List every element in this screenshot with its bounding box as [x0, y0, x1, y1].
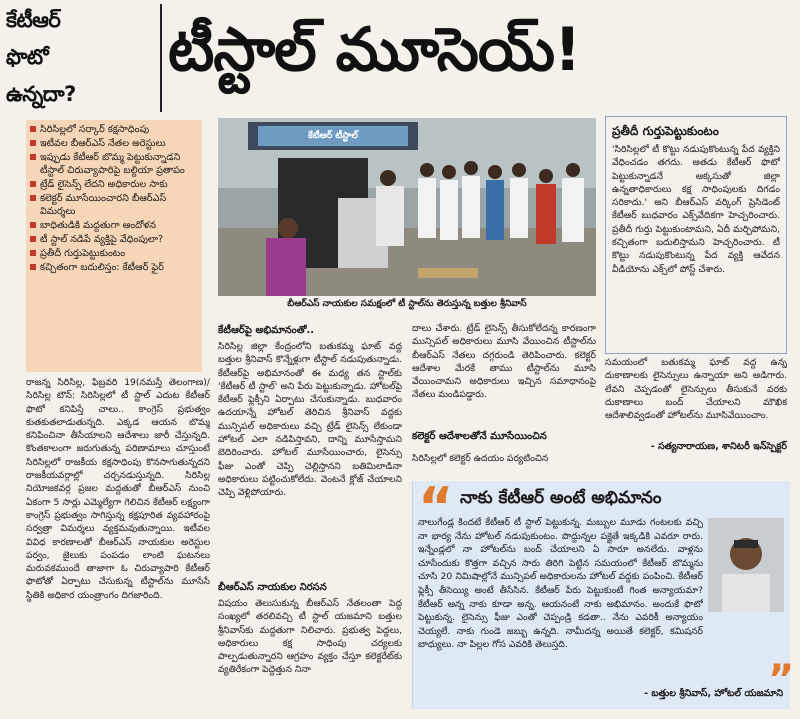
- quote-title: నాకు కేటీఆర్ అంటే అభిమానం: [460, 488, 662, 508]
- bullet-icon: [30, 236, 36, 242]
- list-item: ట్రేడ్ లైసెన్స్ లేదని అధికారుల సాకు: [30, 178, 198, 191]
- question-line-1: కేటీఆర్: [6, 8, 61, 32]
- photo-caption: బీఆర్ఎస్ నాయకుల సమక్షంలో టీ స్టాల్‌ను తెరుస్తున్న బత్తుల శ్రీనివాస్: [287, 299, 527, 309]
- list-item: ఇటీవల బీఆర్ఎస్ నేతల అరెస్టులు: [30, 137, 198, 150]
- list-item: కలెక్టర్ మూసేయించారని బీఆర్ఎస్ విమర్శలు: [30, 192, 198, 218]
- question-block: [6, 2, 156, 113]
- bullet-icon: [30, 195, 36, 201]
- subheading-2: బీఆర్ఎస్ నాయకుల నిరసన: [218, 582, 327, 593]
- subheading-3: కలెక్టర్ ఆదేశాలతోనే మూసేయించిన: [412, 431, 547, 442]
- list-item: ఇప్పుడు కేటీఆర్ బొమ్మ పెట్టుకున్నాడని టీస్టాల్ చిరువ్యాపారిపై బల్దియా ప్రతాపం: [30, 151, 198, 177]
- owner-photo: [708, 518, 784, 612]
- owner-signature: - బత్తుల శ్రీనివాస్, హోటల్ యజమాని: [644, 688, 783, 699]
- article-column-2b: విషయం తెలుసుకున్న బీఆర్ఎస్ నేతలంతా పెద్ద సంఖ్యలో తరలివచ్చి టీ స్టాల్ యజమాని బత్తుల శ్రీనివాస్‌కు మద్దతుగా నిలిచారు. ప్రభుత్వ పెద్దలు, అధికారులు కక్ష సాధింపు చర్యలకు పాల్పడుతున్నారని ఆగ్రహం వ్యక్తం చేస్తూ కలెక్టరేట్‌కు వ్యతిరేకంగా పెద్దెత్తున నినా: [218, 598, 402, 676]
- list-item: ప్రతీదీ గుర్తుపెట్టుకుంటం: [30, 247, 198, 260]
- quote-box-ktr: [605, 116, 787, 354]
- bullet-icon: [30, 222, 36, 228]
- list-item: సిరిసిల్లలో సర్కార్ కక్షసాధింపు: [30, 123, 198, 136]
- headline: టీస్టాల్ మూసెయ్!: [168, 15, 581, 85]
- article-column-2: సిరిసిల్ల జిల్లా కేంద్రంలోని బతుకమ్మ ఘాట్ వద్ద బత్తుల శ్రీనివాస్ కొన్నేళ్లుగా టీస్టాల్ నడుపుతున్నాడు. కేటీఆర్‌పై అభిమానంతో ఈ మధ్య తన స్టాల్‌కు 'కేటీఆర్ టీ స్టాల్' అని పేరు పెట్టుకున్నాడు. హోటల్‌పై కేటీఆర్ ఫ్లెక్సీని ఏర్పాటు చేసుకున్నాడు. బుధవారం ఉదయాన్నే హోటల్ తెరిచిన శ్రీనివాస్ వద్దకు మున్సిపల్ అధికారులు వచ్చి ట్రేడ్ లైసెన్స్ లేకుండా హోటల్ ఎలా నడిపిస్తావని, దాన్ని మూసేస్తామని బెదిరించారు. హోటల్ మూసేయించారు, లైసెన్సు ఫీజు ఎంతో చెప్పి చెల్లిస్తానని బతిమిలాడినా అధికారులు పట్టించుకోలేదు. వెంటనే క్లోజ్ చేయాలని చెప్పి వెళ్లిపోయారు.: [218, 341, 402, 499]
- article-column-1: రాజన్న సిరిసిల్ల, ఫిబ్రవరి 19(నమస్తే తెలంగాణ)/సిరిసిల్ల టౌన్: సిరిసిల్లలో టీ స్టాల్ ఎదుట కేటీఆర్ ఫొటో కనిపిస్తే చాలు.. కాంగ్రెస్ ప్రభుత్వం కుతకుతలాడుతున్నది. ఎక్కడ ఆయన బొమ్మ కనిపించినా తీసేయాలని ఆదేశాలు జారీ చేస్తున్నది. కొంతకాలంగా జరుగుతున్న పరిణామాలు చూస్తుంటే సిరిసిల్లలో రాజకీయ కక్షసాధింపు కొనసాగుతున్నదని రాజకీయవర్గాల్లో చర్చనడుస్తున్నది. సిరిసిల్ల నియోజకవర్గ ప్రజల మద్దతుతో బీఆర్ఎస్ నుంచి ఏకంగా 5 సార్లు ఎమ్మెల్యేగా గెలిచిన కేటీఆర్ లక్ష్యంగా కాంగ్రెస్ ప్రభుత్వం సాగిస్తున్న కక్షపూరిత వ్యవహారంపై సర్వత్రా విమర్శలు వ్యక్తమవుతున్నాయి. ఇటీవల వివిధ కారణాలతో బీఆర్ఎస్ నాయకుల అరెస్టుల పర్వం, జైలుకు పంపడం లాంటి ఘటనలు మరువకముందే తాజాగా ఓ చిరువ్యాపారి కేటీఆర్ ఫొటోతో ఏర్పాటు చేసుకున్న టీస్టాల్‌ను మూసేసే స్థితికి అధికార యంత్రాంగం దిగజారింది.: [26, 377, 210, 601]
- list-item: బాధితుడికి మద్దతుగా ఆందోళన: [30, 219, 198, 232]
- article-column-3: దాలు చేశారు. ట్రేడ్ లైసెన్స్ తీసుకోలేదన్న కారణంగా మున్సిపల్ అధికారులు మూసి వేయించిన టీస్టాల్‌ను బీఆర్ఎస్ నేతలు దగ్గరుండి తెరిపించారు. కలెక్టర్ ఆదేశాల మేరకే తాము టీస్టాల్‌ను మూసి వేయించామని అధికారులు ఇచ్చిన సమాధానంపై నేతలు మండిపడ్డారు.: [412, 323, 596, 401]
- box-title: ప్రతీదీ గుర్తుపెట్టుకుంటం: [612, 124, 719, 138]
- list-item: టీ స్టాల్ నడిపే వ్యక్తిపై వేధింపులా?: [30, 233, 198, 246]
- subheading-1: కేటీఆర్‌పై అభిమానంతో..: [218, 325, 315, 336]
- bullet-icon: [30, 126, 36, 132]
- quote-open-icon: “: [418, 476, 454, 539]
- question-line-2: ఫొటో: [6, 45, 49, 69]
- divider: [160, 4, 162, 112]
- shop-sign: కేటీఆర్ టీస్టాల్: [308, 131, 358, 141]
- quote-text: నాలుగేండ్ల కిందటే కేటీఆర్ టీ స్టాల్ పెట్టుకున్న. మబ్బుల మూడు గంటలకు వచ్చి నా భార్య నేను హోటల్ నడుపుకుంటం. పొద్దున్నల పక్షైతే ఇక్కడికి ఎవరూ రారు. ఇన్నేండ్లలో నా హోటల్‌ను బంద్ చేయాలని ఏ సారూ అనలేదు. వాళ్లను చూసేందుకు కొత్తగా వచ్చిన సారు తిరిగి పెట్టిన సమయంలో కేటీఆర్ బొమ్మను చూసి 20 నిమిషాల్లోనే మున్సిపల్ అధికారులను హోటల్ వద్దకు పంపించి. కేటీఆర్ ఫ్లెక్సీ తీసెయ్యి అంటే తీసేసిన. కేటీఆర్ పేరు పెట్టుకుంటే గింత అన్యాయమా? కేటీఆర్ అన్న నాకు కూడా అన్న. ఆయనంటే నాకు అభిమానం. అందుకే ఫొటో పెట్టుకున్న. లైసెన్సు ఫీజు ఎంతో చెప్పండ్రి కడతా.. నేను ఎవరికీ అన్యాయం చెయ్యలే. నాకు గుండె జబ్బు ఉన్నది. నామీదన్న అయితే కలెక్టర్, కమిషనర్ బాధ్యులు. నా పిల్లల గోస ఎవరికి తెలుస్తది.: [418, 517, 703, 651]
- news-photo: [218, 118, 596, 296]
- owner-illustration: [708, 518, 784, 612]
- quote-close-icon: ”: [768, 657, 795, 703]
- question-line-3: ఉన్నదా?: [6, 82, 76, 106]
- bullet-icon: [30, 154, 36, 160]
- article-column-4: సమయంలో బతుకమ్మ ఘాట్ వద్ద ఉన్న దుకాణాలకు లైసెన్సులు ఉన్నాయా అని అడిగారు. లేవని చెప్పడంతో లైసెన్సులు తీసుకునే వరకు దుకాణాలు బంద్ చేయాలని మౌఖిక ఆదేశాలివ్వడంతో హోటల్‌ను మూసివేయించాం.: [605, 357, 787, 422]
- bullet-icon: [30, 181, 36, 187]
- bullet-icon: [30, 264, 36, 270]
- box-text: 'సిరిసిల్లలో టీ కొట్టు నడుపుకొంటున్న పేద వ్యక్తిని వేధించడం తగదు. అతడు కేటీఆర్ ఫొటో పెట్టుకున్నాడనే అక్కసుతో జిల్లా ఉన్నతాధికారులు కక్ష సాధింపులకు దిగడం సరికాదు.' అని బీఆర్ఎస్ వర్కింగ్ ప్రెసిడెంట్ కేటీఆర్ బుధవారం ఎక్స్‌వేదికగా హెచ్చరించారు. ప్రతీదీ గుర్తు పెట్టుకుంటామని, ఏదీ మర్చిపోమని, కచ్చితంగా బదులిస్తామని హెచ్చరించారు. టీ కొట్టు నడుపుకొంటున్న పేద వ్యక్తి ఆవేదన వీడియోను ఎక్స్‌లో పోస్ట్ చేశారు.: [612, 144, 780, 275]
- bullet-list: [26, 120, 202, 372]
- list-item: కచ్చితంగా బదులిస్తం: కేటీఆర్ ఫైర్: [30, 261, 198, 274]
- bullet-icon: [30, 140, 36, 146]
- article-column-3b: సిరిసిల్లలో కలెక్టర్ ఉదయం పర్యటించిన: [412, 453, 549, 464]
- officer-signature: - సత్యనారాయణ, శానిటరీ ఇన్‌స్పెక్టర్: [650, 441, 787, 452]
- bullet-icon: [30, 250, 36, 256]
